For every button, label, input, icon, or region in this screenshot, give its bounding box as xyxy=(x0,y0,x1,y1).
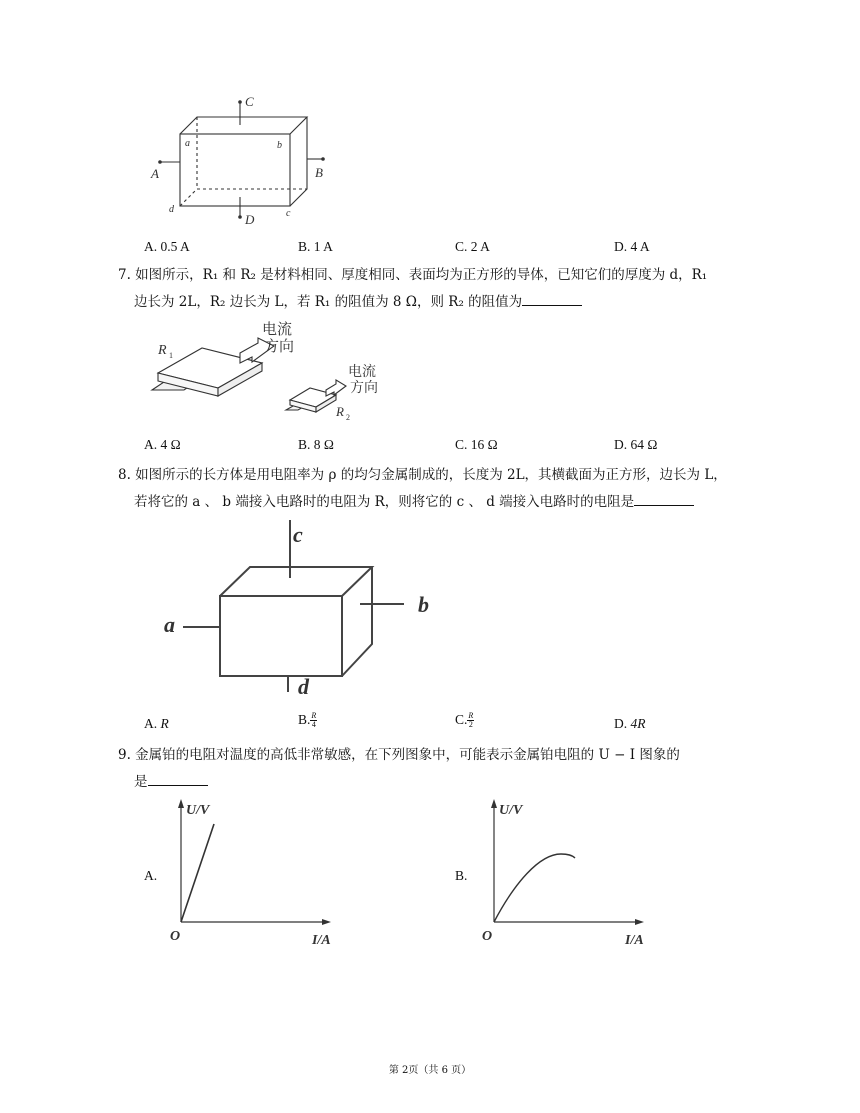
q7-label-r2-sub: 2 xyxy=(346,413,350,422)
q9-graph-b-origin: O xyxy=(482,929,493,944)
q7-stem-line1: 7. 如图所示，R₁ 和 R₂ 是材料相同、厚度相同、表面均为正方形的导体，已知它们的厚度为 d，R₁ xyxy=(118,267,708,283)
q6-option-d: D. 4 A xyxy=(614,239,650,254)
q9-graph-a-ylabel: U/V xyxy=(186,803,210,818)
q9-graph-a xyxy=(166,796,346,950)
q8-label-b: b xyxy=(418,592,429,617)
q7-current-label-1a: 电流 xyxy=(262,322,293,338)
q7-option-c: C. 16 Ω xyxy=(455,437,498,452)
q7-option-b: B. 8 Ω xyxy=(298,437,334,452)
q8-label-d: d xyxy=(298,674,309,699)
q7-stem-line2: 边长为 2L，R₂ 边长为 L，若 R₁ 的阻值为 8 Ω，则 R₂ 的阻值为 xyxy=(134,291,582,312)
q6-label-D: D xyxy=(245,212,255,227)
q6-figure xyxy=(145,92,335,227)
q8-stem-line1: 8. 如图所示的长方体是用电阻率为 ρ 的均匀金属制成的，长度为 2L，其横截面为正方形，边长为 L， xyxy=(118,467,727,483)
q6-label-A: A xyxy=(151,166,159,181)
q6-option-b: B. 1 A xyxy=(298,239,333,254)
q7-answer-blank[interactable] xyxy=(522,291,582,306)
q9-option-a-letter: A. xyxy=(144,868,158,883)
q8-label-c: c xyxy=(293,522,303,547)
q6-label-C: C xyxy=(245,94,254,109)
q6-option-a: A. 0.5 A xyxy=(144,239,190,254)
q7-current-label-2a: 电流 xyxy=(348,365,376,380)
q6-label-B: B xyxy=(315,165,323,180)
q8-option-d: D. 4R xyxy=(614,716,646,731)
q7-label-r1-sub: 1 xyxy=(169,351,173,360)
q6-label-a: a xyxy=(185,138,190,149)
q7-option-a: A. 4 Ω xyxy=(144,437,181,452)
q8-option-a: A. R xyxy=(144,716,169,731)
q7-label-r1: R xyxy=(158,343,167,358)
q6-label-d: d xyxy=(169,204,174,215)
q8-figure xyxy=(160,512,445,702)
q7-option-d: D. 64 Ω xyxy=(614,437,658,452)
q9-graph-a-xlabel: I/A xyxy=(312,933,331,948)
q7-current-label-1b: 方向 xyxy=(264,339,295,355)
q9-answer-blank[interactable] xyxy=(148,771,208,786)
q9-option-b-letter: B. xyxy=(455,868,468,883)
q8-answer-blank[interactable] xyxy=(634,491,694,506)
q8-option-b: B. $\frac{R}{4}$ xyxy=(298,711,317,730)
q9-graph-a-origin: O xyxy=(170,929,181,944)
q8-option-c: C. $\frac{R}{2}$ xyxy=(455,711,474,730)
page-footer: 第 2页（共 6 页） xyxy=(388,1065,472,1076)
q9-graph-b-ylabel: U/V xyxy=(499,803,523,818)
q8-label-a: a xyxy=(164,612,175,637)
q8-stem-line2: 若将它的 a 、 b 端接入电路时的电阻为 R，则将它的 c 、 d 端接入电路时的电阻是 xyxy=(134,491,694,512)
q6-label-b: b xyxy=(277,140,282,151)
q9-graph-b xyxy=(479,796,659,950)
q7-current-label-2b: 方向 xyxy=(350,381,378,396)
q9-stem-line1: 9. 金属铂的电阻对温度的高低非常敏感，在下列图象中，可能表示金属铂电阻的 U − I 图象的 xyxy=(118,747,680,763)
q7-label-r2: R xyxy=(336,404,344,419)
q6-label-c: c xyxy=(286,208,291,219)
q9-graph-b-xlabel: I/A xyxy=(625,933,644,948)
q9-stem-line2: 是 xyxy=(134,771,208,792)
q6-option-c: C. 2 A xyxy=(455,239,490,254)
q7-figure xyxy=(140,318,400,423)
